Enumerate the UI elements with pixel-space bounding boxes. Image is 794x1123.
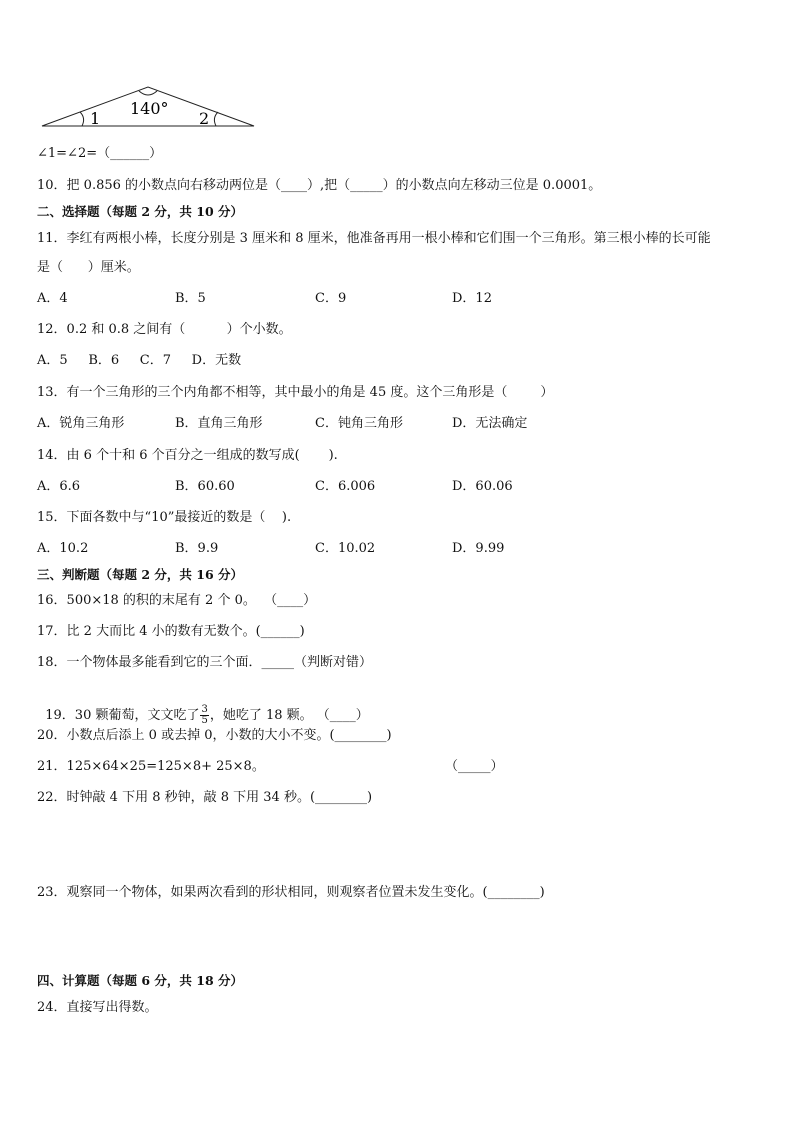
angle-label-1: 1 [90, 109, 101, 128]
q15-option-a: A．10.2 [37, 541, 89, 556]
question-20: 20．小数点后添上 0 或去掉 0，小数的大小不变。(________) [37, 728, 392, 743]
q13-option-d: D．无法确定 [452, 416, 528, 431]
angle-label-140: 140° [130, 99, 169, 118]
triangle-figure [0, 0, 794, 140]
question-10: 10．把 0.856 的小数点向右移动两位是（____）,把（_____）的小数点向左移动三位是 0.0001。 [37, 178, 602, 193]
question-16: 16．500×18 的积的末尾有 2 个 0。 （____） [37, 593, 317, 608]
q14-option-a: A．6.6 [37, 479, 81, 494]
q13-option-b: B．直角三角形 [175, 416, 263, 431]
angle-arc-2 [214, 112, 218, 126]
section-3-heading: 三、判断题（每题 2 分，共 16 分） [37, 567, 244, 582]
question-21: 21．125×64×25=125×8+ 25×8。 [37, 759, 265, 774]
q15-option-c: C．10.02 [315, 541, 376, 556]
q12-options: A．5 B．6 C．7 D．无数 [37, 353, 242, 368]
q14-option-b: B．60.60 [175, 479, 235, 494]
question-19 [37, 689, 369, 726]
section-4-heading: 四、计算题（每题 6 分，共 18 分） [37, 973, 244, 988]
q14-option-d: D．60.06 [452, 479, 513, 494]
q19-fraction [200, 705, 208, 726]
question-23: 23．观察同一个物体，如果两次看到的形状相同，则观察者位置未发生变化。(________) [37, 885, 545, 900]
question-22: 22．时钟敲 4 下用 8 秒钟，敲 8 下用 34 秒。(________) [37, 790, 373, 805]
q11-option-b: B．5 [175, 291, 206, 306]
question-14: 14．由 6 个十和 6 个百分之一组成的数写成( ). [37, 448, 338, 463]
question-17: 17．比 2 大而比 4 小的数有无数个。(______) [37, 624, 305, 639]
angle-arc-top [139, 91, 157, 95]
q19-fraction-numerator: 3 [201, 704, 208, 715]
q13-option-a: A．锐角三角形 [37, 416, 125, 431]
q9-answer-line: ∠1=∠2=（______） [37, 146, 163, 161]
question-18: 18．一个物体最多能看到它的三个面．_____（判断对错） [37, 655, 373, 670]
q15-option-b: B．9.9 [175, 541, 219, 556]
q21-answer-blank: （_____） [445, 759, 504, 774]
section-2-heading: 二、选择题（每题 2 分，共 10 分） [37, 204, 244, 219]
question-12: 12．0.2 和 0.8 之间有（ ）个小数。 [37, 322, 292, 337]
q11-option-d: D．12 [452, 291, 492, 306]
question-11-line1: 11．李红有两根小棒，长度分别是 3 厘米和 8 厘米，他准备再用一根小棒和它们围一个三角形。第三根小棒的长可能 [37, 231, 711, 246]
angle-label-2: 2 [199, 109, 210, 128]
q19-fraction-denominator: 5 [201, 715, 208, 726]
q11-option-c: C．9 [315, 291, 347, 306]
question-13: 13．有一个三角形的三个内角都不相等，其中最小的角是 45 度。这个三角形是（ ） [37, 385, 554, 400]
question-15: 15．下面各数中与“10”最接近的数是（ ). [37, 510, 292, 525]
question-24: 24．直接写出得数。 [37, 1000, 158, 1015]
q11-option-a: A．4 [37, 291, 68, 306]
q19-text-after: ，她吃了 18 颗。 （____） [209, 708, 369, 723]
q19-text-before: 19．30 颗葡萄，文文吃了 [45, 708, 200, 723]
question-11-line2: 是（ ）厘米。 [37, 260, 140, 275]
q14-option-c: C．6.006 [315, 479, 376, 494]
q15-option-d: D．9.99 [452, 541, 505, 556]
q13-option-c: C．钝角三角形 [315, 416, 403, 431]
angle-arc-1 [80, 112, 84, 126]
